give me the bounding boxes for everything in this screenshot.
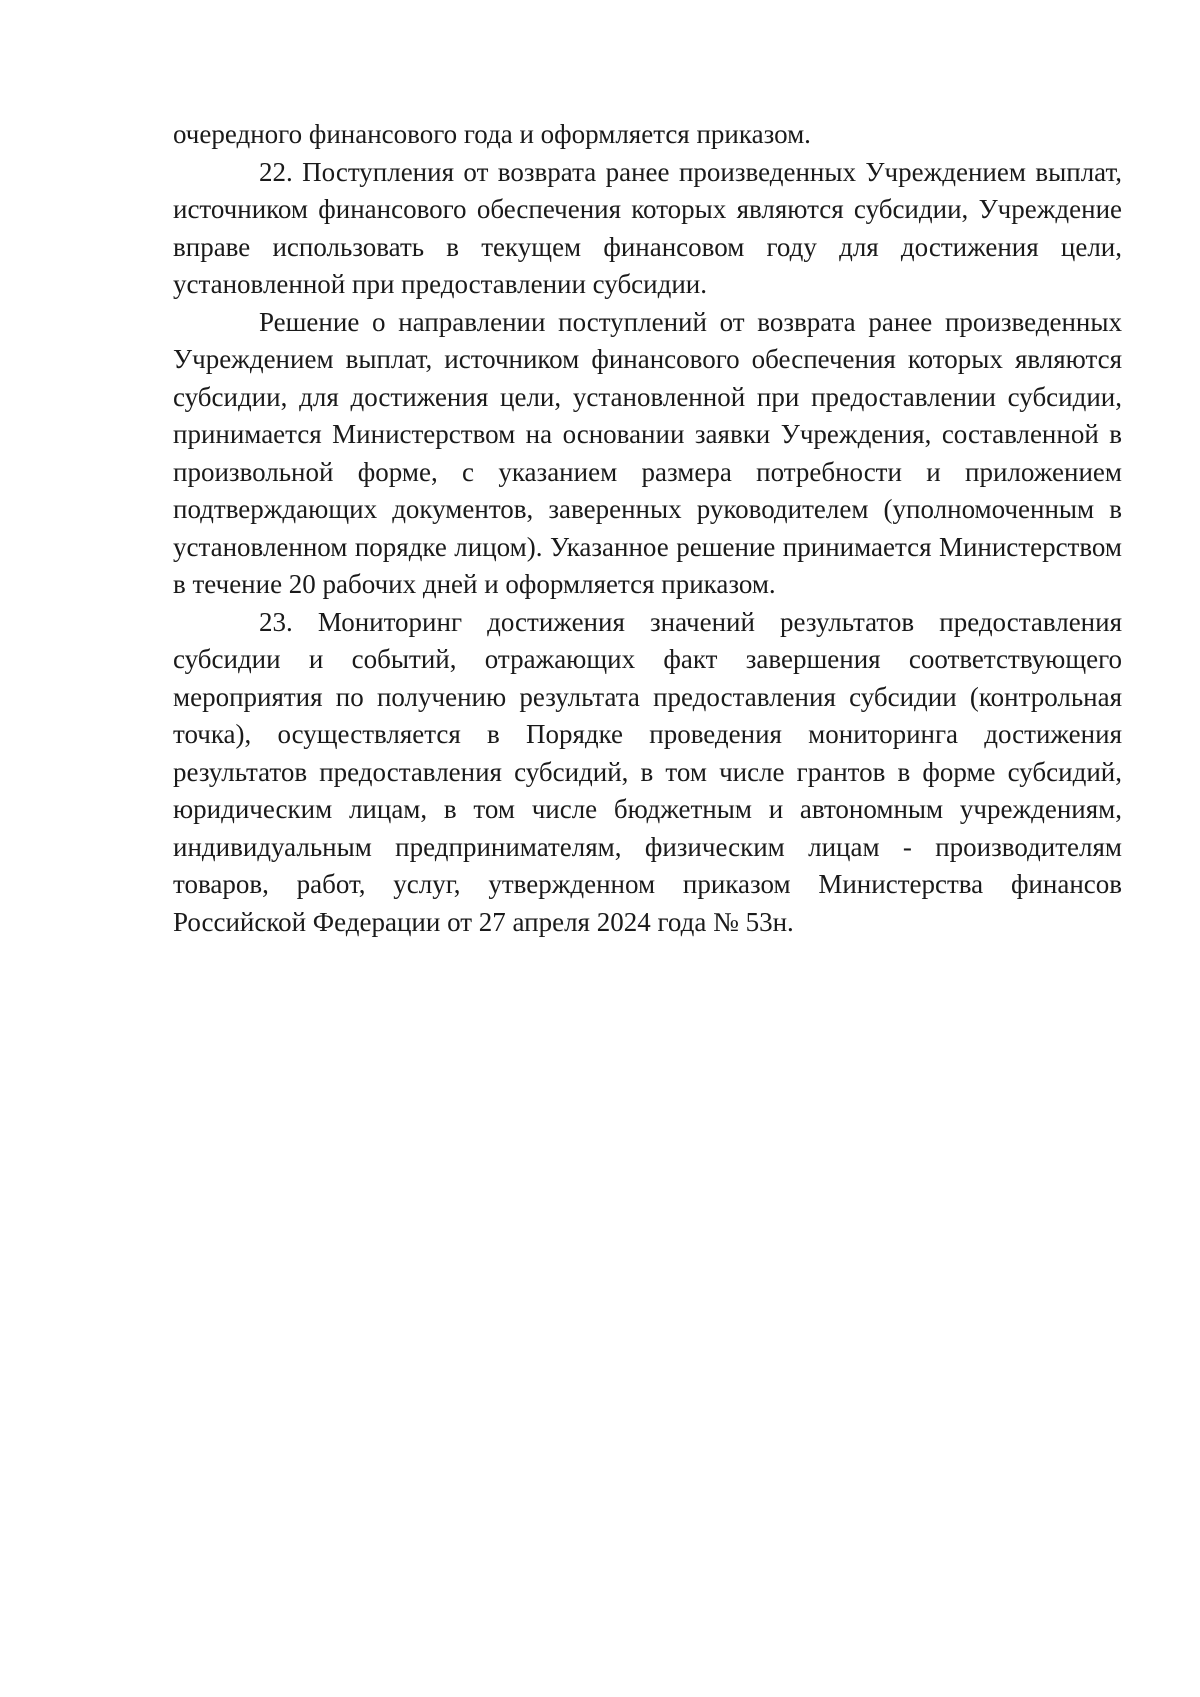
document-body	[173, 116, 1122, 941]
paragraph-continuation: очередного финансового года и оформляется приказом.	[173, 119, 811, 149]
paragraph-decision: Решение о направлении поступлений от возврата ранее произведенных Учреждением выплат, источником финансового обеспечения которых являются субсидии, для достижения цели, установленной при предоставлении субсидии, принимается Министерством на основании заявки Учреждения, составленной в произвольной форме, с указанием размера потребности и приложением подтверждающих документов, заверенных руководителем (уполномоченным в установленном порядке лицом). Указанное решение принимается Министерством в течение 20 рабочих дней и оформляется приказом.	[173, 306, 1122, 599]
paragraph-item-23: 23. Мониторинг достижения значений результатов предоставления субсидии и событий, отражающих факт завершения соответствующего мероприятия по получению результата предоставления субсидии (контрольная точка), осуществляется в Порядке проведения мониторинга достижения результатов предоставления субсидий, в том числе грантов в форме субсидий, юридическим лицам, в том числе бюджетным и автономным учреждениям, индивидуальным предпринимателям, физическим лицам - производителям товаров, работ, услуг, утвержденном приказом Министерства финансов Российской Федерации от 27 апреля 2024 года № 53н.	[173, 606, 1122, 937]
paragraph-item-22: 22. Поступления от возврата ранее произведенных Учреждением выплат, источником финансового обеспечения которых являются субсидии, Учреждение вправе использовать в текущем финансовом году для достижения цели, установленной при предоставлении субсидии.	[173, 156, 1122, 299]
